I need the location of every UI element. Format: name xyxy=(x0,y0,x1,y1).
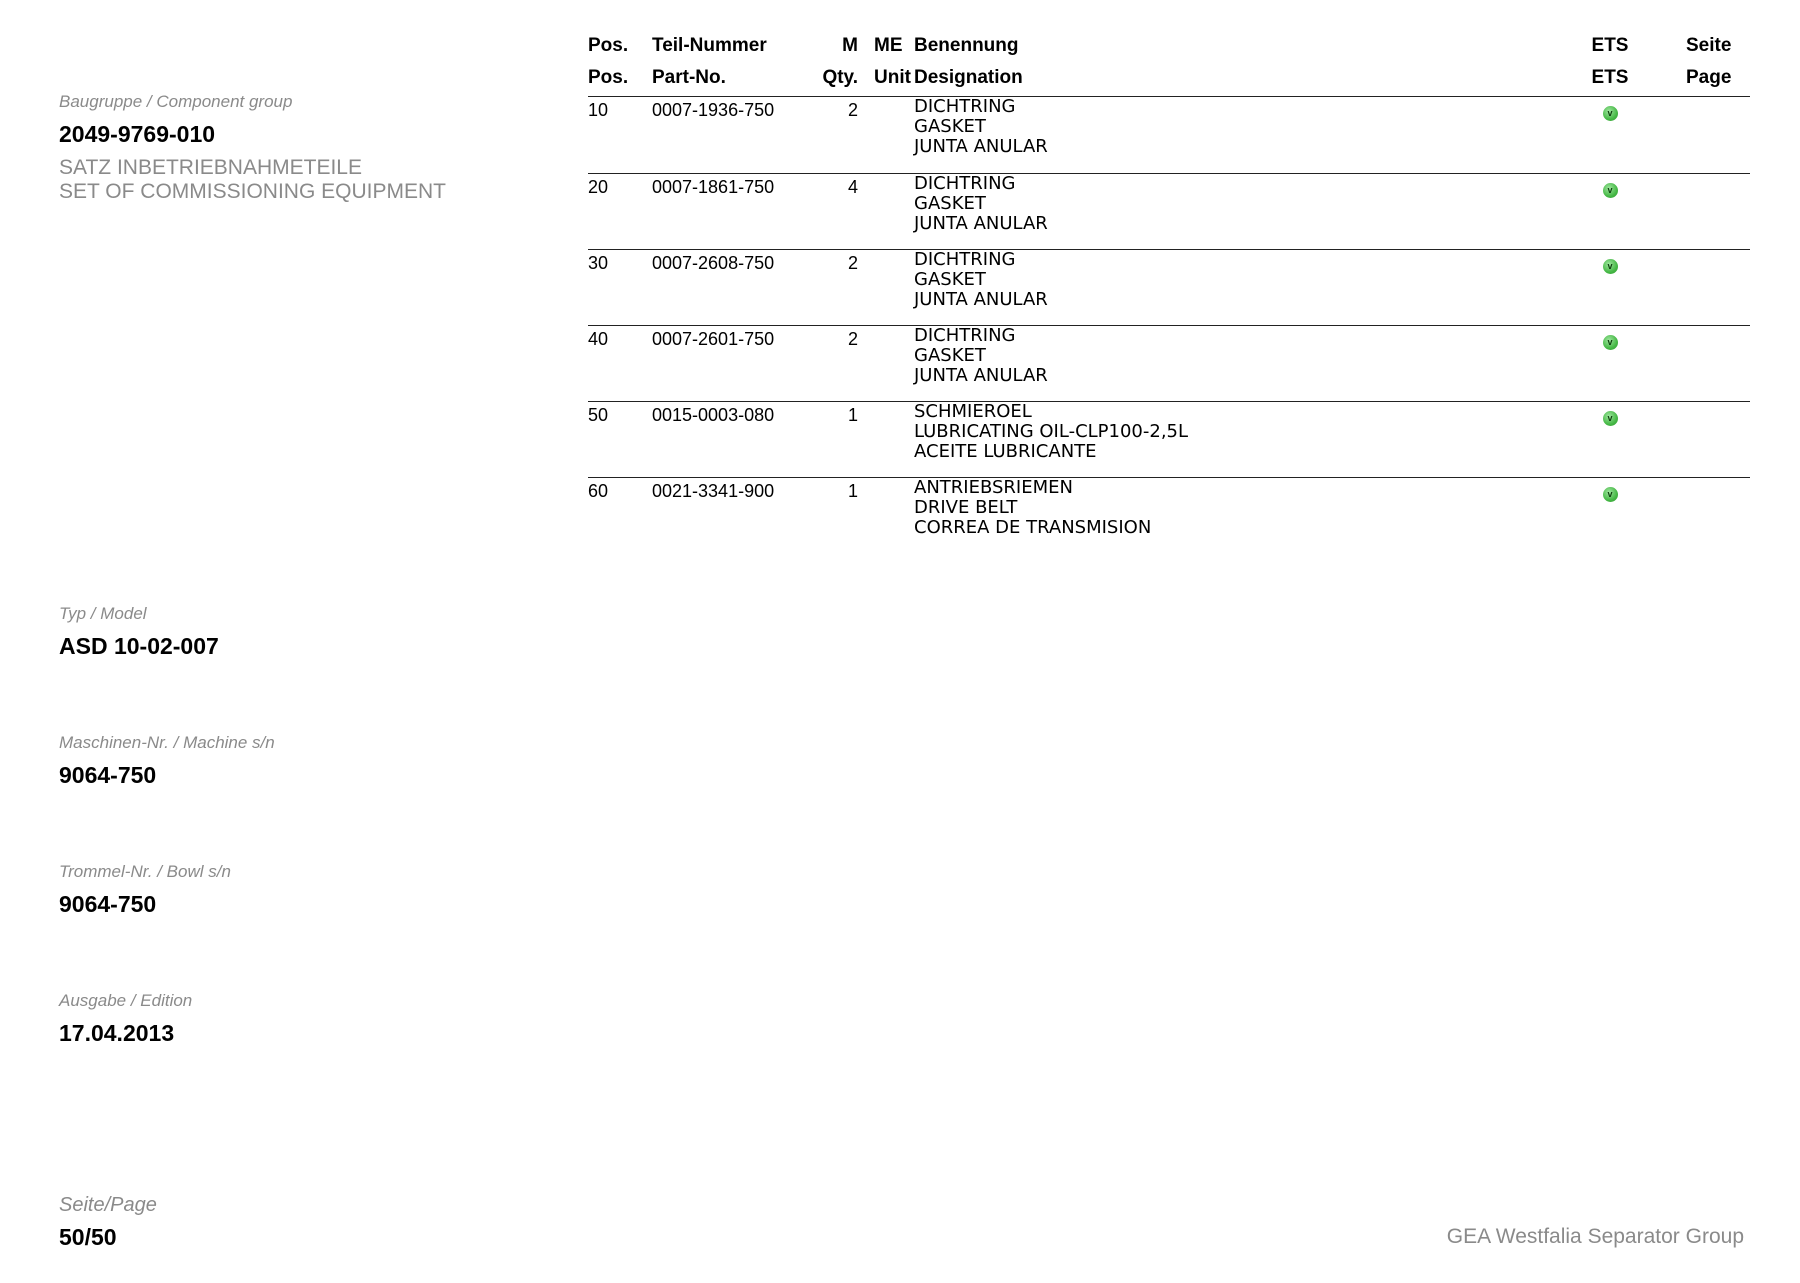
designation-en: LUBRICATING OIL-CLP100-2,5L xyxy=(914,421,1189,442)
row-unit xyxy=(874,174,914,249)
table-row xyxy=(588,173,1750,249)
designation-en: GASKET xyxy=(914,269,986,290)
row-pos: 10 xyxy=(588,100,609,120)
designation-de: SCHMIEROEL xyxy=(914,401,1032,422)
model-block xyxy=(59,604,219,660)
designation-de: ANTRIEBSRIEMEN xyxy=(914,477,1073,498)
header-ets-en: ETS xyxy=(1591,67,1629,88)
bowl-sn-label: Trommel-Nr. / Bowl s/n xyxy=(59,862,231,881)
row-ets xyxy=(1554,326,1666,401)
row-part-number: 0007-2601-750 xyxy=(652,329,775,349)
header-part-de: Teil-Nummer xyxy=(652,35,767,56)
row-ets xyxy=(1554,478,1666,553)
row-qty: 1 xyxy=(847,405,858,425)
table-row xyxy=(588,401,1750,477)
designation-de: DICHTRING xyxy=(914,325,1016,346)
component-group-label: Baugruppe / Component group xyxy=(59,92,293,111)
ets-check-icon: v xyxy=(1603,259,1618,274)
model-label: Typ / Model xyxy=(59,604,147,623)
row-ets xyxy=(1554,97,1666,173)
ets-check-icon: v xyxy=(1603,487,1618,502)
table-header-en xyxy=(588,62,1750,94)
row-qty: 4 xyxy=(847,177,858,197)
component-group-desc-en: SET OF COMMISSIONING EQUIPMENT xyxy=(59,180,446,203)
edition-value: 17.04.2013 xyxy=(59,1020,175,1046)
edition-label: Ausgabe / Edition xyxy=(59,991,193,1010)
designation-es: JUNTA ANULAR xyxy=(914,365,1048,386)
row-page xyxy=(1686,97,1750,173)
header-qty-de: M xyxy=(842,35,858,56)
header-unit-en: Unit xyxy=(874,67,911,88)
row-pos: 60 xyxy=(588,481,609,501)
row-designation xyxy=(914,402,1554,477)
header-desc-en: Designation xyxy=(914,67,1023,88)
designation-de: DICHTRING xyxy=(914,173,1016,194)
row-designation xyxy=(914,174,1554,249)
row-part-number: 0015-0003-080 xyxy=(652,405,775,425)
row-qty: 2 xyxy=(847,329,858,349)
row-ets xyxy=(1554,250,1666,325)
row-part-number: 0021-3341-900 xyxy=(652,481,775,501)
row-ets xyxy=(1554,174,1666,249)
page-block xyxy=(59,1195,157,1251)
component-group-desc-de: SATZ INBETRIEBNAHMETEILE xyxy=(59,156,362,179)
row-page xyxy=(1686,402,1750,477)
designation-en: GASKET xyxy=(914,193,986,214)
ets-check-icon: v xyxy=(1603,106,1618,121)
header-qty-en: Qty. xyxy=(822,67,858,88)
row-pos: 30 xyxy=(588,253,609,273)
bowl-sn-block xyxy=(59,862,231,918)
table-body xyxy=(588,97,1750,553)
row-unit xyxy=(874,402,914,477)
row-page xyxy=(1686,174,1750,249)
row-pos: 40 xyxy=(588,329,609,349)
table-header-de xyxy=(588,30,1750,62)
designation-es: ACEITE LUBRICANTE xyxy=(914,441,1097,462)
row-designation xyxy=(914,326,1554,401)
table-row xyxy=(588,477,1750,553)
machine-sn-block xyxy=(59,733,275,789)
row-part-number: 0007-1936-750 xyxy=(652,100,775,120)
header-pos-en: Pos. xyxy=(588,67,629,88)
header-ets-de: ETS xyxy=(1591,35,1629,56)
parts-table xyxy=(588,30,1750,553)
header-part-en: Part-No. xyxy=(652,67,726,88)
ets-check-icon: v xyxy=(1603,183,1618,198)
row-designation xyxy=(914,478,1554,553)
bowl-sn-value: 9064-750 xyxy=(59,891,157,917)
header-unit-de: ME xyxy=(874,35,903,56)
row-designation xyxy=(914,250,1554,325)
table-row xyxy=(588,97,1750,173)
header-desc-de: Benennung xyxy=(914,35,1019,56)
row-part-number: 0007-2608-750 xyxy=(652,253,775,273)
table-row xyxy=(588,325,1750,401)
designation-es: CORREA DE TRANSMISION xyxy=(914,517,1152,538)
component-group-block xyxy=(59,92,446,204)
row-unit xyxy=(874,97,914,173)
table-row xyxy=(588,249,1750,325)
designation-es: JUNTA ANULAR xyxy=(914,289,1048,310)
machine-sn-value: 9064-750 xyxy=(59,762,157,788)
brand-footer: GEA Westfalia Separator Group xyxy=(1446,1225,1744,1248)
designation-de: DICHTRING xyxy=(914,96,1016,117)
row-ets xyxy=(1554,402,1666,477)
row-unit xyxy=(874,250,914,325)
designation-en: GASKET xyxy=(914,116,986,137)
row-qty: 1 xyxy=(847,481,858,501)
row-pos: 20 xyxy=(588,177,609,197)
designation-en: GASKET xyxy=(914,345,986,366)
row-qty: 2 xyxy=(847,253,858,273)
row-page xyxy=(1686,478,1750,553)
row-page xyxy=(1686,250,1750,325)
designation-en: DRIVE BELT xyxy=(914,497,1018,518)
edition-block xyxy=(59,991,192,1047)
model-value: ASD 10-02-007 xyxy=(59,633,219,659)
row-page xyxy=(1686,326,1750,401)
designation-es: JUNTA ANULAR xyxy=(914,213,1048,234)
row-qty: 2 xyxy=(847,100,858,120)
designation-de: DICHTRING xyxy=(914,249,1016,270)
ets-check-icon: v xyxy=(1603,411,1618,426)
row-unit xyxy=(874,326,914,401)
header-pos-de: Pos. xyxy=(588,35,629,56)
header-page-de: Seite xyxy=(1686,35,1732,56)
page-number: 50/50 xyxy=(59,1224,117,1250)
row-unit xyxy=(874,478,914,553)
row-part-number: 0007-1861-750 xyxy=(652,177,775,197)
row-designation xyxy=(914,97,1554,173)
page-label: Seite/Page xyxy=(59,1194,157,1216)
designation-es: JUNTA ANULAR xyxy=(914,136,1048,157)
ets-check-icon: v xyxy=(1603,335,1618,350)
machine-sn-label: Maschinen-Nr. / Machine s/n xyxy=(59,733,275,752)
component-group-number: 2049-9769-010 xyxy=(59,121,216,147)
header-page-en: Page xyxy=(1686,67,1732,88)
row-pos: 50 xyxy=(588,405,609,425)
